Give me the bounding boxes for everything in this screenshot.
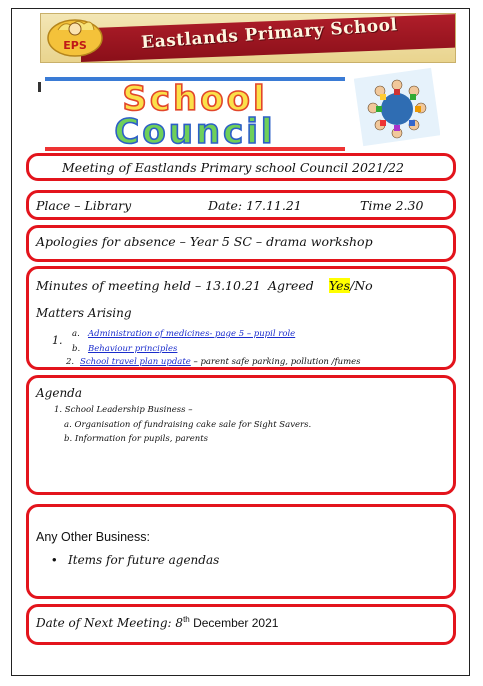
council-logo-word1: School bbox=[122, 79, 268, 119]
matters-item2-rest: – parent safe parking, pollution /fumes bbox=[190, 357, 361, 367]
agenda-heading: Agenda bbox=[36, 386, 83, 400]
matters-link-travel-plan[interactable]: School travel plan update bbox=[80, 357, 191, 367]
agenda-item1-a: a. Organisation of fundraising cake sale for Sight Savers. bbox=[64, 420, 312, 430]
matters-link-behaviour[interactable]: Behaviour principles bbox=[88, 344, 178, 354]
minutes-held: Minutes of meeting held – 13.10.21 bbox=[36, 278, 261, 293]
aob-bullet: • bbox=[52, 552, 57, 567]
kids-circle-image bbox=[354, 63, 440, 149]
meeting-title: Meeting of Eastlands Primary school Council 2021/22 bbox=[62, 160, 404, 175]
logo-text: EPS bbox=[63, 39, 87, 52]
matters-link-medicines[interactable]: Administration of medicines- page 5 – pupil role bbox=[88, 329, 296, 339]
next-meeting-text bbox=[36, 615, 278, 630]
council-logo-word2: Council bbox=[114, 112, 276, 151]
agenda-item1-b: b. Information for pupils, parents bbox=[64, 434, 209, 444]
matters-sub-a-marker: a. bbox=[72, 329, 80, 339]
next-meeting-label: Date of Next Meeting: 8 bbox=[36, 616, 184, 630]
meeting-time: Time 2.30 bbox=[360, 198, 424, 213]
school-logo-icon bbox=[46, 16, 104, 58]
school-council-logo bbox=[45, 77, 345, 151]
meeting-date: Date: 17.11.21 bbox=[208, 198, 302, 213]
apologies-text: Apologies for absence – Year 5 SC – drama workshop bbox=[36, 234, 373, 249]
meeting-place: Place – Library bbox=[36, 198, 132, 213]
aob-box bbox=[26, 504, 456, 599]
aob-heading: Any Other Business: bbox=[36, 530, 150, 544]
decor-mark bbox=[38, 82, 41, 92]
matters-sub-b-marker: b. bbox=[72, 344, 81, 354]
minutes-agreed: Agreed bbox=[268, 278, 314, 293]
aob-item: Items for future agendas bbox=[68, 553, 220, 567]
minutes-no: /No bbox=[349, 278, 373, 293]
next-meeting-sup: th bbox=[183, 615, 190, 624]
banner-title: Eastlands Primary School bbox=[140, 15, 399, 53]
agenda-item1: 1. School Leadership Business – bbox=[54, 405, 193, 415]
minutes-yes-no bbox=[329, 278, 373, 293]
matters-arising-heading: Matters Arising bbox=[36, 306, 132, 320]
matters-item2-marker: 2. bbox=[66, 357, 75, 367]
matters-list-number: 1. bbox=[52, 334, 63, 347]
next-meeting-rest: December 2021 bbox=[189, 616, 279, 630]
minutes-yes: Yes bbox=[329, 278, 350, 293]
matters-item2 bbox=[80, 357, 361, 367]
